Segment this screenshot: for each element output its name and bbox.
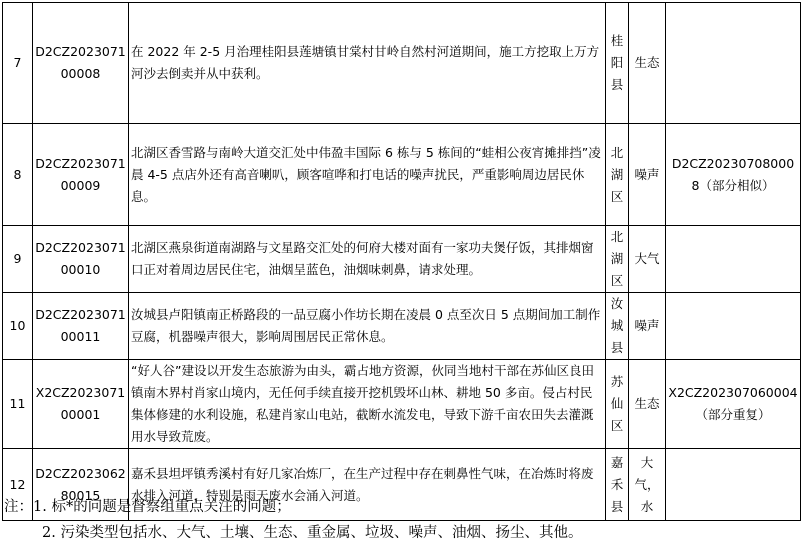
table-row <box>3 293 801 360</box>
row-number: 12 <box>3 449 33 521</box>
table-row <box>3 124 801 226</box>
pollution-type: 噪声 <box>629 293 666 360</box>
table-row <box>3 3 801 124</box>
case-remark <box>666 293 801 360</box>
case-code: D2CZ202307100010 <box>33 226 129 293</box>
case-code: D2CZ202306280015 <box>33 449 129 521</box>
case-description: 在 2022 年 2-5 月治理桂阳县莲塘镇甘棠村甘岭自然村河道期间，施工方挖取上万方河沙去倒卖并从中获利。 <box>129 3 606 124</box>
row-number: 11 <box>3 360 33 449</box>
row-number: 8 <box>3 124 33 226</box>
case-region: 北湖区 <box>606 226 629 293</box>
note-prefix: 注： <box>4 499 33 515</box>
case-code: X2CZ202307100001 <box>33 360 129 449</box>
pollution-type: 生态 <box>629 3 666 124</box>
note-item-2: 2. 污染类型包括水、大气、土壤、生态、重金属、垃圾、噪声、油烟、扬尘、其他。 <box>42 525 583 541</box>
case-region: 苏仙区 <box>606 360 629 449</box>
case-code: D2CZ202307100011 <box>33 293 129 360</box>
case-region: 北湖区 <box>606 124 629 226</box>
case-remark <box>666 3 801 124</box>
table-notes <box>4 494 802 546</box>
note-item-1: 1. 标*的问题是督察组重点关注的问题； <box>33 499 291 515</box>
case-region: 汝城县 <box>606 293 629 360</box>
petition-table <box>2 2 801 521</box>
row-number: 10 <box>3 293 33 360</box>
case-code: D2CZ202307100008 <box>33 3 129 124</box>
pollution-type: 生态 <box>629 360 666 449</box>
note-line-2 <box>4 520 802 546</box>
case-description: 汝城县卢阳镇南正桥路段的一品豆腐小作坊长期在凌晨 0 点至次日 5 点期间加工制作豆腐，机器噪声很大，影响周围居民正常休息。 <box>129 293 606 360</box>
case-description: 北湖区燕泉街道南湖路与文星路交汇处的何府大楼对面有一家功夫煲仔饭，其排烟窗口正对着周边居民住宅，油烟呈蓝色，油烟味刺鼻，请求处理。 <box>129 226 606 293</box>
row-number: 7 <box>3 3 33 124</box>
case-remark: D2CZ202307080008（部分相似） <box>666 124 801 226</box>
table-row <box>3 360 801 449</box>
case-description: 北湖区香雪路与南岭大道交汇处中伟盈丰国际 6 栋与 5 栋间的“蛙相公夜宵摊排挡”凌晨 4-5 点店外还有高音喇叭，顾客喧哗和打电话的噪声扰民，严重影响周边居民休息。 <box>129 124 606 226</box>
case-region: 桂阳县 <box>606 3 629 124</box>
note-line-1 <box>4 494 802 520</box>
case-code: D2CZ202307100009 <box>33 124 129 226</box>
pollution-type: 大气 <box>629 226 666 293</box>
pollution-type: 噪声 <box>629 124 666 226</box>
table-row <box>3 226 801 293</box>
case-region: 嘉禾县 <box>606 449 629 521</box>
row-number: 9 <box>3 226 33 293</box>
case-description: 嘉禾县坦坪镇秀溪村有好几家冶炼厂，在生产过程中存在刺鼻性气味，在冶炼时将废水排入河道，特别是雨天废水会涌入河道。 <box>129 449 606 521</box>
case-description: “好人谷”建设以开发生态旅游为由头，霸占地方资源，伙同当地村干部在苏仙区良田镇南木界村肖家山境内，无任何手续直接开挖机毁坏山林、耕地 50 多亩。侵占村民集体修建的水利设施，私建肖家山电站，截断水流发电，导致下游千亩农田失去灌溉用水导致荒废。 <box>129 360 606 449</box>
pollution-type: 大气，水 <box>629 449 666 521</box>
case-remark <box>666 226 801 293</box>
case-remark: X2CZ202307060004（部分重复） <box>666 360 801 449</box>
